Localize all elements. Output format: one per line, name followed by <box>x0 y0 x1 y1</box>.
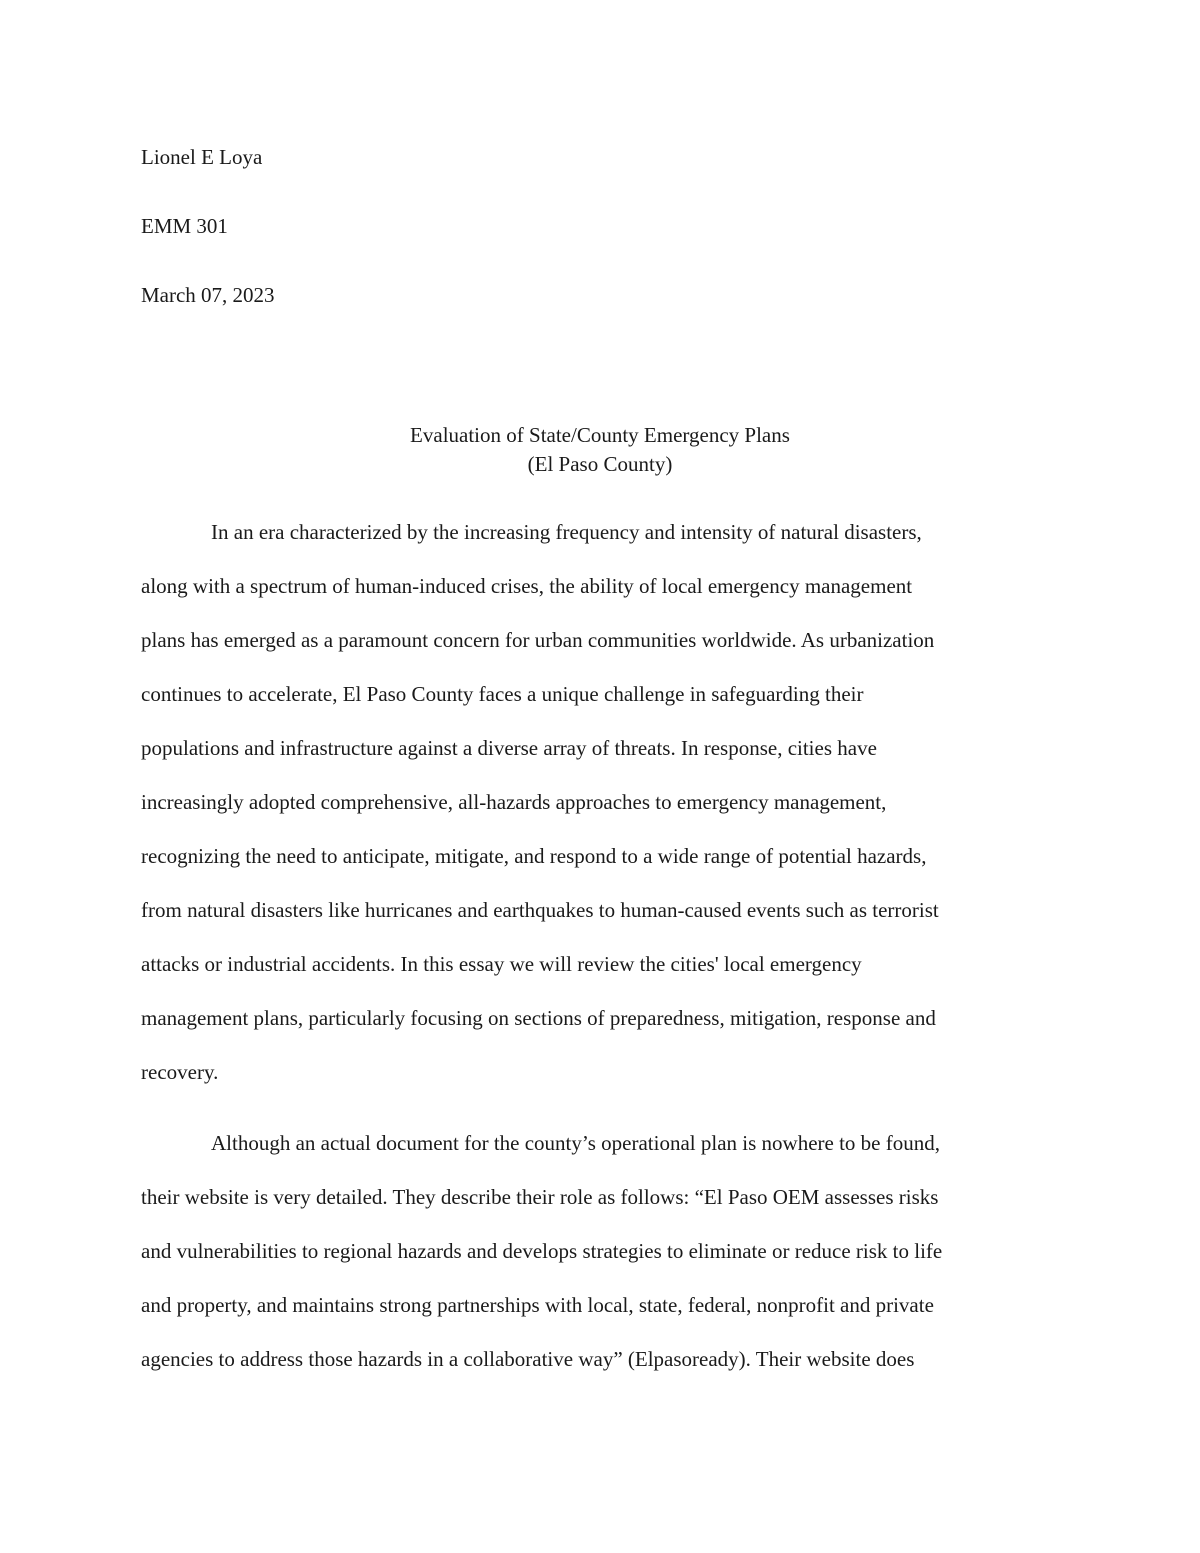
paragraph-line: management plans, particularly focusing on sections of preparedness, mitigation, response and <box>141 1006 936 1030</box>
paragraph-line: agencies to address those hazards in a collaborative way” (Elpasoready). Their website does <box>141 1347 915 1371</box>
paragraph-line: In an era characterized by the increasing frequency and intensity of natural disasters, <box>211 520 922 544</box>
paragraph-line: recognizing the need to anticipate, mitigate, and respond to a wide range of potential hazards, <box>141 844 927 868</box>
paragraph-line: their website is very detailed. They describe their role as follows: “El Paso OEM assesses risks <box>141 1185 939 1209</box>
essay-title: Evaluation of State/County Emergency Plans <box>410 423 790 447</box>
paragraph-line: and vulnerabilities to regional hazards and develops strategies to eliminate or reduce risk to life <box>141 1239 943 1263</box>
paragraph-2 <box>141 1130 1061 1400</box>
paragraph-line: increasingly adopted comprehensive, all-hazards approaches to emergency management, <box>141 790 887 814</box>
paragraph-line: from natural disasters like hurricanes and earthquakes to human-caused events such as terrorist <box>141 898 939 922</box>
date-line: March 07, 2023 <box>141 283 275 307</box>
paragraph-line: and property, and maintains strong partnerships with local, state, federal, nonprofit and private <box>141 1293 934 1317</box>
paragraph-line: continues to accelerate, El Paso County faces a unique challenge in safeguarding their <box>141 682 864 706</box>
paragraph-line: attacks or industrial accidents. In this essay we will review the cities' local emergency <box>141 952 862 976</box>
paragraph-1 <box>141 519 1061 1113</box>
paragraph-line: along with a spectrum of human-induced crises, the ability of local emergency management <box>141 574 913 598</box>
course-code: EMM 301 <box>141 214 228 238</box>
essay-subtitle: (El Paso County) <box>527 452 673 476</box>
paragraph-line: populations and infrastructure against a diverse array of threats. In response, cities have <box>141 736 877 760</box>
paragraph-line: recovery. <box>141 1060 219 1084</box>
author-name: Lionel E Loya <box>141 145 263 169</box>
paragraph-line: Although an actual document for the county’s operational plan is nowhere to be found, <box>211 1131 940 1155</box>
essay-title-block <box>0 421 1200 479</box>
paragraph-line: plans has emerged as a paramount concern for urban communities worldwide. As urbanization <box>141 628 935 652</box>
